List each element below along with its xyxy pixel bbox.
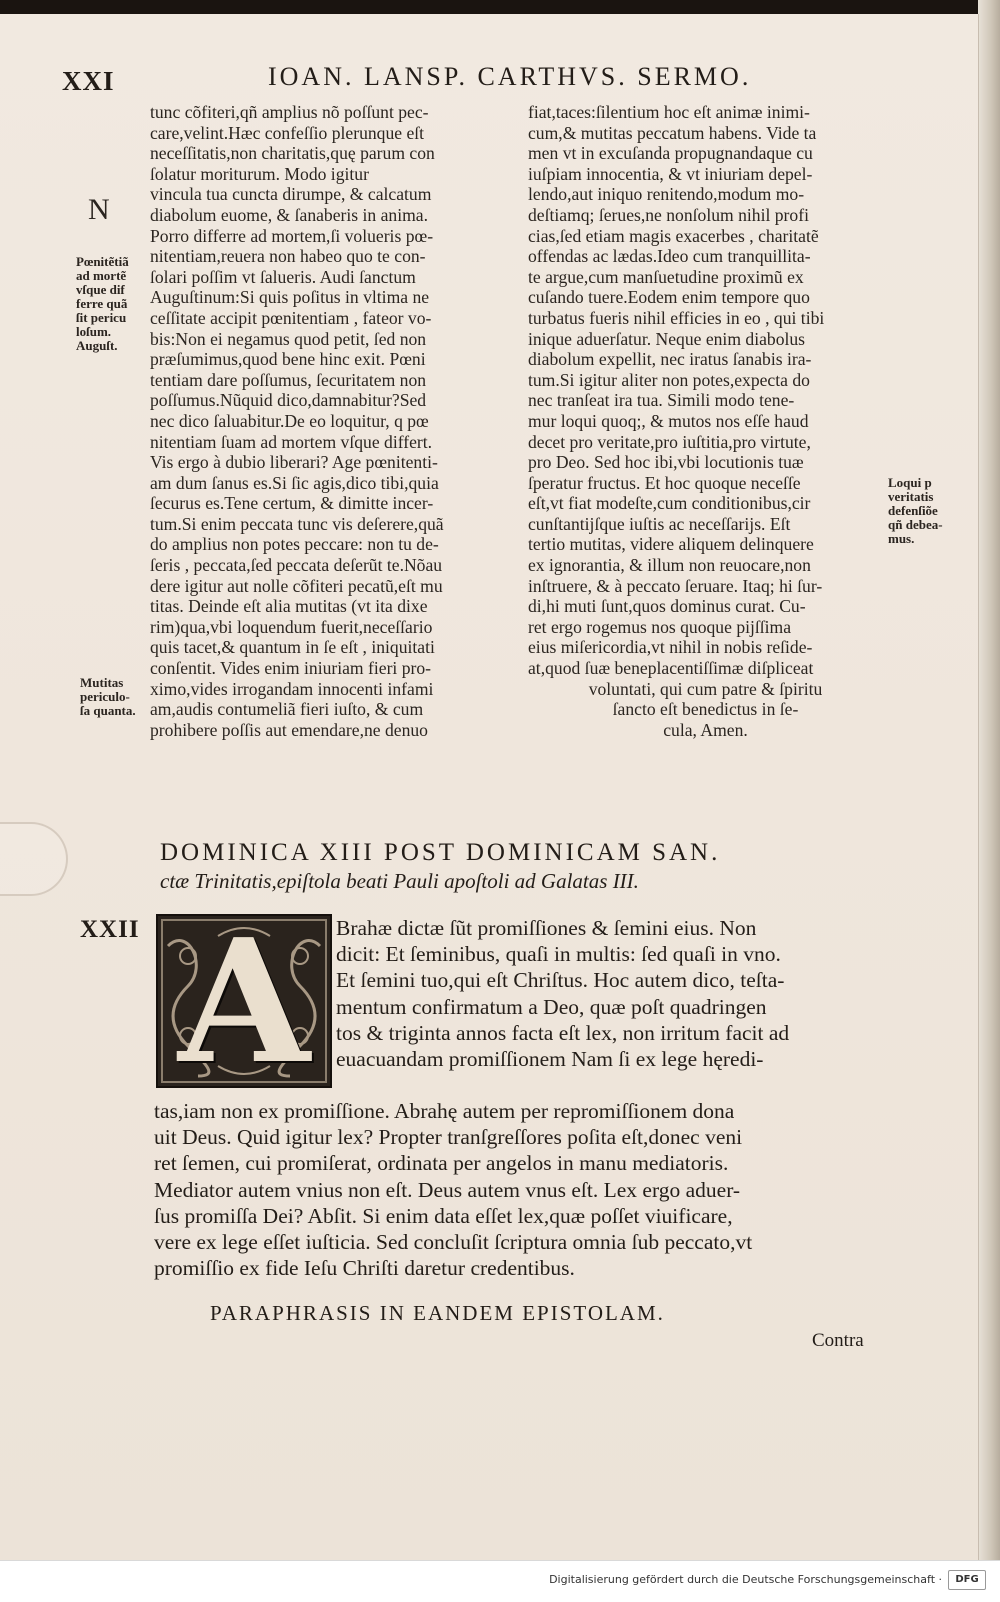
text-line: iuſpiam innocentia, & vt iniuriam depel- (528, 163, 813, 184)
section-number: XXII (80, 916, 140, 943)
text-line: tos & triginta annos facta eſt lex, non irritum facit ad (336, 1020, 790, 1045)
text-column-right (528, 102, 883, 740)
text-line: cias,ſed etiam magis exacerbes , charitatẽ (528, 225, 819, 246)
text-line: deſtiamq; ſerues,ne nonſolum nihil profi (528, 204, 809, 225)
text-line: fiat,taces:ſilentium hoc eſt animæ inimi- (528, 102, 810, 122)
text-line: bis:Non ei negamus quod petit, ſed non (150, 328, 427, 349)
text-line: eſt,vt fiat modeſte,cum conditionibus,cir (528, 493, 811, 514)
text-line: Auguſtinum:Si quis poſitus in vltima ne (150, 287, 430, 308)
text-line: rim)qua,vbi loquendum fuerit,neceſſario (150, 616, 433, 637)
folio-number: XXI (62, 66, 115, 96)
text-line: cum,& mutitas peccatum habens. Vide ta (528, 122, 817, 143)
text-line: Brahæ dictæ ſũt promiſſiones & ſemini eius. Non (336, 916, 757, 940)
text-line: ſperatur fructus. Et hoc quoque neceſſe (528, 472, 801, 493)
text-line: ſecurus es.Tene certum, & dimitte incer- (150, 493, 434, 514)
epistle-text-beside-initial (336, 915, 884, 1072)
text-line: ret ergo rogemus nos quoque pijſſima (528, 616, 792, 637)
text-line: ceſſitate accipit pœnitentiam , fateor vo- (150, 307, 432, 328)
text-line-centered: cula, Amen. (663, 719, 748, 740)
scan-border-top (0, 0, 1000, 14)
text-line: te argue,cum manſuetudine proximũ ex (528, 266, 804, 287)
text-column-left (150, 102, 510, 740)
text-line: nec tranſeat ira tua. Simili modo tene- (528, 390, 795, 411)
catchword: Contra (812, 1330, 864, 1351)
text-line: pro Deo. Sed hoc ibi,vbi locutionis tuæ (528, 452, 804, 473)
text-line: dere igitur aut nolle cõfiteri pecatũ,eſt mu (150, 575, 443, 596)
margin-note-mutitas: Mutitas periculo- ſa quanta. (80, 675, 136, 718)
text-line: care,velint.Hæc confeſſio plerunque eſt (150, 122, 425, 143)
paraphrasis-title: PARAPHRASIS IN EANDEM EPISTOLAM. (210, 1301, 665, 1325)
text-line: quis tacet,& quantum in ſe eſt , iniquitati (150, 637, 435, 658)
text-line: decet pro veritate,pro iuſtitia,pro virtute, (528, 431, 811, 452)
page-clip-tab (0, 822, 68, 896)
text-line: dicit: Et ſeminibus, quaſi in multis: ſed quaſi in vno. (336, 942, 781, 967)
text-line: men vt in excuſanda propugnandaque cu (528, 143, 813, 164)
text-line: inique aduerſatur. Neque enim diabolus (528, 328, 806, 349)
text-line: vincula tua cuncta dirumpe, & calcatum (150, 184, 432, 205)
text-line: promiſſio ex fide Ieſu Chriſti daretur credentibus. (154, 1256, 575, 1281)
text-line: diabolum euome, & ſanaberis in anima. (150, 204, 429, 225)
sermon-subheading: ctæ Trinitatis,epiſtola beati Pauli apoſtoli ad Galatas III. (160, 869, 639, 893)
text-line: inſtruere, & à peccato ſeruare. Itaq; hi ſur- (528, 575, 823, 596)
text-line: ſus promiſſa Dei? Abſit. Si enim data eſſet lex,quæ poſſet viuificare, (154, 1203, 733, 1228)
text-line: am dum ſanus es.Si ſic agis,dico tibi,quia (150, 472, 439, 493)
text-line: turbatus fueris nihil efficies in eo , qui tibi (528, 307, 825, 328)
text-line: Et ſemini tuo,qui eſt Chriſtus. Hoc autem dico, teſta- (336, 968, 785, 993)
text-line: Vis ergo à dubio liberari? Age pœnitenti- (150, 452, 438, 473)
text-line: do amplius non potes peccare: non tu de- (150, 534, 439, 555)
text-line-centered: voluntati, qui cum patre & ſpiritu (588, 678, 823, 699)
decorated-initial (156, 914, 332, 1088)
text-line: ximo,vides irrogandam innocenti infami (150, 678, 434, 699)
text-line: nitentiam ſuam ad mortem vſque differt. (150, 431, 433, 452)
text-line: nec dico ſaluabitur.De eo loquitur, q pœ (150, 410, 429, 431)
text-line: eius miſericordia,vt nihil in nobis reſide- (528, 637, 813, 658)
text-line: ſolatur moriturum. Modo igitur (150, 163, 369, 184)
text-line: uit Deus. Quid igitur lex? Propter tranſgreſſores poſita eſt,donec veni (154, 1125, 743, 1150)
text-line: Mediator autem vnius non eſt. Deus autem vnus eſt. Lex ergo aduer- (154, 1177, 741, 1202)
epistle-text (154, 1098, 884, 1281)
text-line: nitentiam,reuera non habeo quo te con- (150, 246, 426, 267)
text-line: di,hi muti ſunt,quos dominus curat. Cu- (528, 596, 806, 617)
text-line: ex ignorantia, & illum non reuocare,non (528, 555, 811, 576)
footer-credit: Digitalisierung gefördert durch die Deutsche Forschungsgemeinschaft · (549, 1573, 942, 1586)
margin-letter: N (88, 193, 110, 226)
text-line: poſſumus.Nũquid dico,damnabitur?Sed (150, 390, 427, 411)
text-line: tum.Si enim peccata tunc vis deſerere,quã (150, 513, 444, 534)
scan-page-edge (978, 0, 1000, 1560)
text-line: am,audis contumeliã fieri iuſto, & cum (150, 699, 424, 720)
margin-note-loqui: Loqui p veritatis defenſiõe qñ debea- mus. (888, 475, 943, 546)
text-line: mur loqui quoq;, & mutos nos eſſe haud (528, 410, 809, 431)
sermon-heading: DOMINICA XIII POST DOMINICAM SAN. (160, 839, 721, 866)
text-line: at,quod ſuæ beneplacentiſſimæ diſpliceat (528, 658, 814, 679)
text-line: offendas ac lædas.Ideo cum tranquillita- (528, 246, 811, 267)
text-line: neceſſitatis,non charitatis,quę parum con (150, 143, 435, 164)
text-line: cunſtantijſque iuſtis ac neceſſarijs. Eſt (528, 513, 791, 534)
text-line: lendo,aut iniquo renitendo,modum mo- (528, 184, 805, 205)
text-line-centered: ſancto eſt benedictus in ſe- (612, 699, 799, 720)
text-line: euacuandam promiſſionem Nam ſi ex lege hęredi- (336, 1047, 764, 1072)
text-line: vere ex lege eſſet iuſticia. Sed concluſit ſcriptura omnia ſub peccato,vt (154, 1230, 753, 1255)
text-line: titas. Deinde eſt alia mutitas (vt ita dixe (150, 596, 428, 617)
digitization-footer (0, 1560, 1000, 1602)
text-line: diabolum expellit, nec iratus ſanabis ira- (528, 349, 812, 370)
running-head: IOAN. LANSP. CARTHVS. SERMO. (268, 62, 752, 91)
margin-note-penitence: Pœnitẽtiã ad mortẽ vſque dif ferre quã ſit pericu loſum. Auguſt. (76, 254, 129, 353)
text-line: præſumimus,quod bene hinc exit. Pœni (150, 349, 426, 370)
text-line: Porro differre ad mortem,ſi volueris pœ- (150, 225, 434, 246)
dfg-logo-icon[interactable]: DFG (948, 1570, 986, 1590)
text-line: conſentit. Vides enim iniuriam fieri pro- (150, 658, 432, 679)
text-line: ret ſemen, cui promiſerat, ordinata per angelos in manu mediatoris. (154, 1151, 729, 1176)
text-line: tas,iam non ex promiſſione. Abrahę autem per repromiſſionem dona (154, 1099, 735, 1123)
text-line: cuſando tuere.Eodem enim tempore quo (528, 287, 810, 308)
text-line: prohibere poſſis aut emendare,ne denuo (150, 719, 428, 740)
text-line: ſeris , peccata,ſed peccata deſerũt te.Nõau (150, 555, 443, 576)
text-line: tunc cõfiteri,qñ amplius nõ poſſunt pec- (150, 102, 429, 122)
text-line: tentiam dare poſſumus, ſecuritatem non (150, 369, 427, 390)
text-line: tertio mutitas, videre aliquem delinquere (528, 534, 814, 555)
text-line: ſolari poſſim vt ſalueris. Audi ſanctum (150, 266, 416, 287)
text-line: mentum confirmatum a Deo, quæ poſt quadringen (336, 994, 767, 1019)
text-line: tum.Si igitur aliter non potes,expecta do (528, 369, 810, 390)
initial-letter: A (178, 914, 310, 1088)
